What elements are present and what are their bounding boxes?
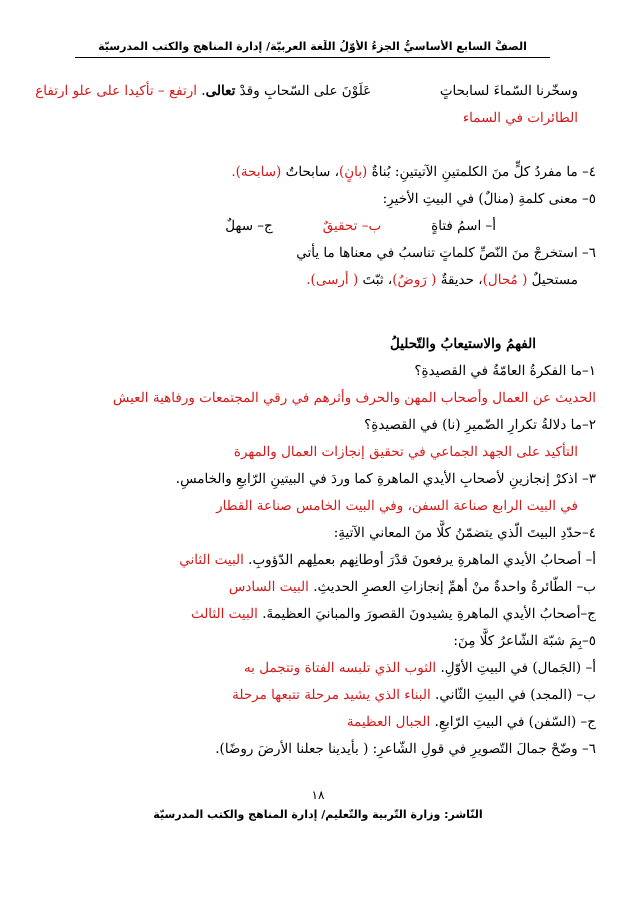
c1-question: ١–ما الفكرةُ العامّةُ في القصيدةِ؟	[414, 363, 596, 379]
c2-question: ٢–ما دلالةُ تكرارِ الضّميرِ (نا) في القصيدةِ؟	[364, 417, 596, 433]
verse-part2: عَلَوْنَ على السّحابِ وقدْ	[235, 83, 372, 99]
verse-line	[32, 78, 596, 132]
c1-answer: الحديث عن العمال وأصحاب المهن والحرف وأثرهم في رقي المجتمعات ورفاهية العيش	[112, 390, 596, 406]
c5-item-a	[32, 655, 596, 682]
content	[32, 78, 596, 763]
c4-item-b	[32, 574, 596, 601]
c5-item-c-answer: الجبال العظيمة	[346, 714, 431, 730]
q5-option-b: ب– تحقيقٌ	[322, 218, 382, 234]
c4-item-a	[32, 547, 596, 574]
c4-item-a-text: أ– أصحابُ الأيدي الماهرةِ يرفعونَ قدْرَ أوطانِهم بعملِهم الدّؤوبِ.	[243, 552, 596, 568]
q5-option-a: أ– اسمُ فتاةٍ	[431, 218, 496, 234]
c4-item-b-text: ب– الطّائرةُ واحدةٌ منْ أهمِّ إنجازاتِ العصرِ الحديثِ.	[308, 579, 596, 595]
q6-answer-2: ( رَوضٌ)	[392, 272, 437, 288]
page-footer: النّاشر: وزارة التّربية والتّعليم/ إدارة المناهج والكتب المدرسيّة	[153, 808, 483, 821]
c5-item-a-text: أ– (الجَمال) في البيتِ الأوّلِ.	[436, 660, 596, 676]
c5-question: ٥–بِمَ شبّهَ الشّاعرُ كلًّا مِنَ:	[453, 633, 596, 649]
c5-item-c	[32, 709, 596, 736]
c4-item-c	[32, 601, 596, 628]
c3-answer: في البيت الرابع صناعة السفن، وفي البيت الخامس صناعة القطار	[216, 498, 578, 514]
spacer	[32, 294, 596, 321]
q5-options	[32, 213, 596, 240]
q6-answer-1: ( مُحال)	[482, 272, 528, 288]
q5: ٥– معنى كلمةِ (منالٌ) في البيتِ الأخيرِ:	[382, 191, 596, 207]
q6-answer-3: ( أرسى).	[306, 272, 359, 288]
c2-answer: التأكيد على الجهد الجماعي في تحقيق إنجازات العمال والمهرة	[233, 444, 578, 460]
c6-question: ٦– وضّحْ جمالَ التّصويرِ في قولِ الشّاعرِ: ( بأيدينا جعلنا الأرضَ روضًا).	[215, 741, 596, 757]
c5-item-b-answer: البناء الذي يشيد مرحلة تتبعها مرحلة	[232, 687, 431, 703]
verse-answer: ارتفع – تأكيدا على علو ارتفاع الطائرات في السماء	[35, 83, 578, 126]
section-title: الفهمُ والاستيعابُ والتّحليلُ	[389, 336, 536, 352]
q5-option-c: ج– سهلٌ	[225, 218, 273, 234]
c4-item-b-answer: البيت السادس	[228, 579, 309, 595]
page-header: الصفُّ السابع الأساسيُّ الجزءُ الأوّلُ اللّغة العربيّة/ إدارة المناهج والكتب المدرسيّة	[98, 40, 527, 53]
c5-item-b-text: ب– (المجد) في البيتِ الثّاني.	[430, 687, 596, 703]
header-rule	[75, 57, 550, 58]
c5-item-a-answer: الثوب الذي تلبسه الفتاة وتتجمل به	[243, 660, 437, 676]
q6: ٦– استخرجْ منَ النّصِّ كلماتٍ تناسبُ في معناها ما يأتي	[296, 245, 596, 261]
c3-question: ٣– اذكرْ إنجازينِ لأصحابِ الأيدي الماهرةِ كما وردَ في البيتينِ الرّابعِ والخامسِ.	[175, 471, 596, 487]
q4-text: ٤– ما مفردُ كلٍّ منَ الكلمتينِ الآتيتينِ: بُناةٌ	[367, 164, 596, 180]
page-number: ١٨	[311, 788, 325, 802]
c5-item-c-text: ج– (السّفن) في البيتِ الرّابعِ.	[430, 714, 596, 730]
q4-answer-2: (سابحة).	[231, 164, 282, 180]
q4-answer-1: (بانٍ)	[339, 164, 368, 180]
c4-question: ٤–حدّدِ البيتَ الّذي يتضمّنُ كلًّا منَ المعاني الآتيةِ:	[333, 525, 596, 541]
q6-line2	[32, 267, 596, 294]
c4-item-c-text: ج–أصحابُ الأيدي الماهرةِ يشيدونَ القصورَ والمبانيَ العظيمةَ.	[257, 606, 596, 622]
verse-part3: .	[197, 83, 206, 99]
q6-word-3: ، ثبّتَ	[358, 272, 393, 288]
c5-item-b	[32, 682, 596, 709]
verse-bold-word: تعالى	[205, 83, 236, 99]
c4-item-c-answer: البيت الثالث	[190, 606, 258, 622]
q6-word-1: مستحيلٌ	[527, 272, 578, 288]
c4-item-a-answer: البيت الثاني	[179, 552, 244, 568]
q4	[32, 159, 596, 186]
verse-part1: وسخّرنا السّماءَ لسابحاتٍ	[439, 83, 578, 99]
q6-word-2: ، حديقةٌ	[436, 272, 483, 288]
q4-mid: ، سابحاتٌ	[281, 164, 339, 180]
